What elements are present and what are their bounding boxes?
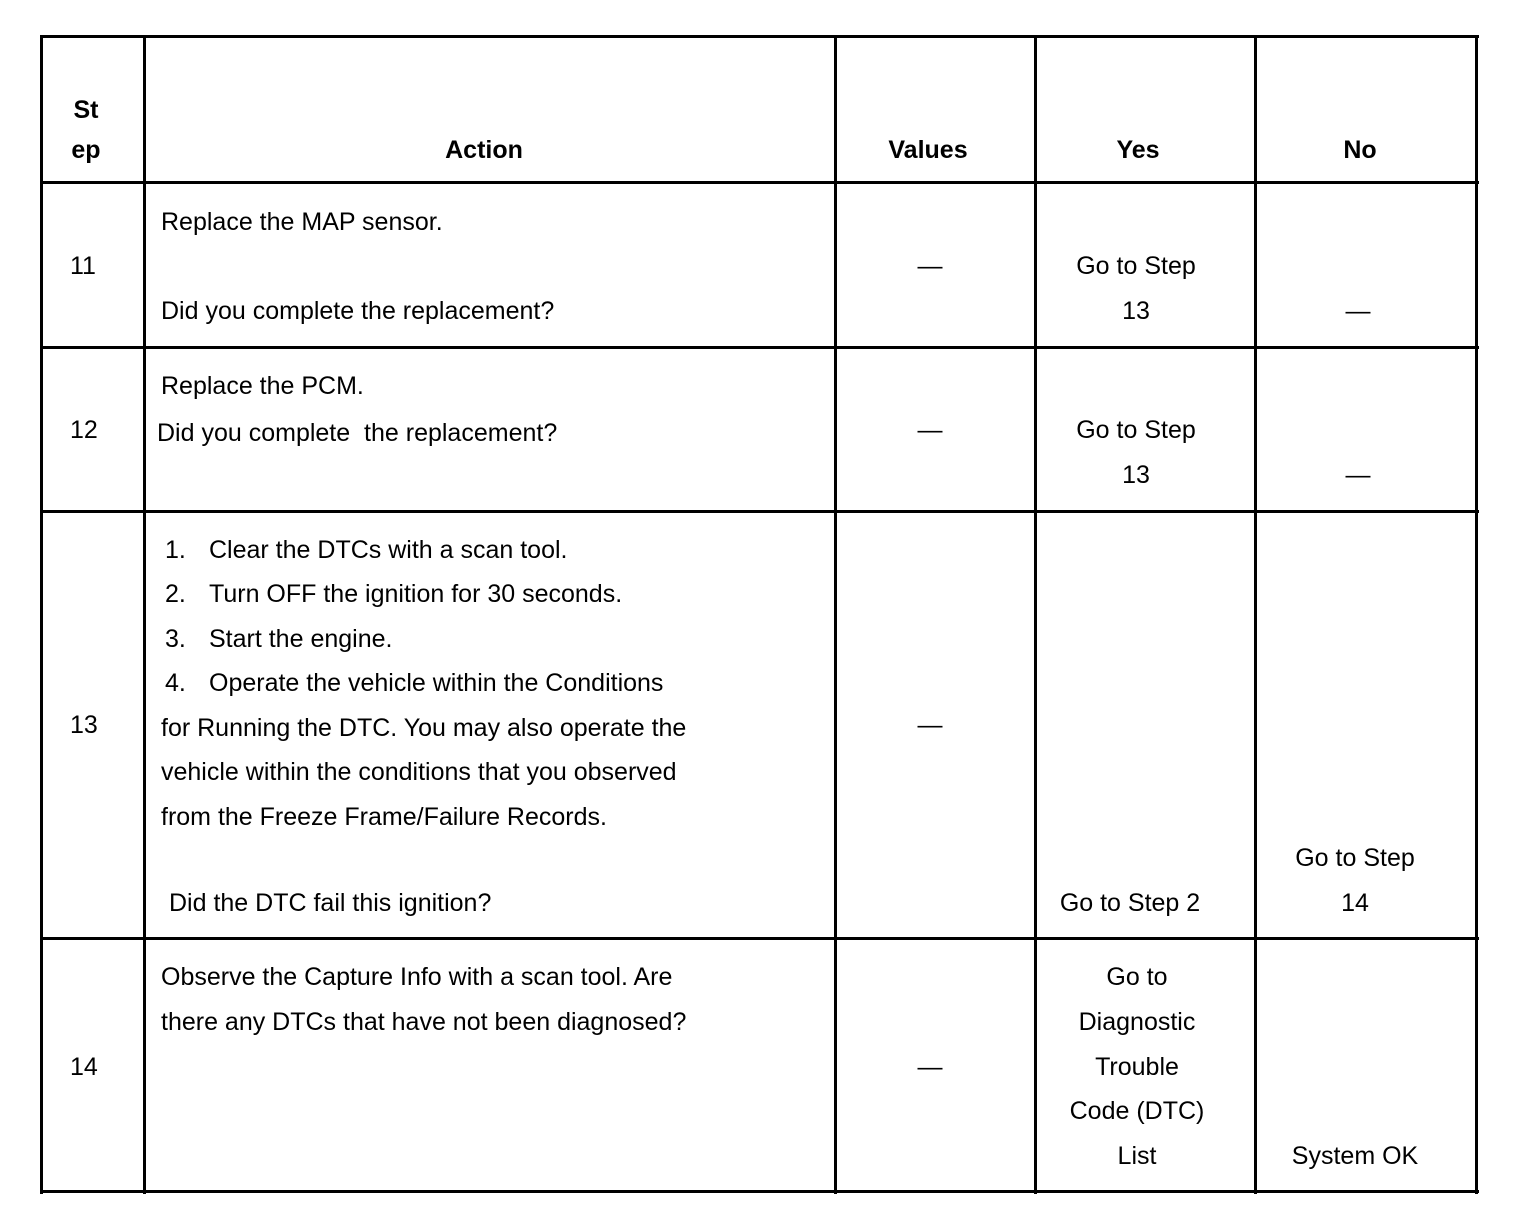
yes-cell-cont: 13 (1122, 297, 1150, 325)
yes-cell-cont: Trouble (1095, 1053, 1179, 1081)
yes-cell: Go to Step 2 (1059, 889, 1201, 917)
header-divider (40, 181, 1479, 184)
column-divider (1034, 35, 1037, 1194)
list-item: Turn OFF the ignition for 30 seconds. (209, 580, 623, 608)
table-border-top (40, 35, 1479, 38)
value-cell: — (917, 711, 943, 739)
action-question: Did you complete the replacement? (157, 419, 558, 447)
no-cell: — (1345, 461, 1371, 489)
row-divider (40, 937, 1479, 940)
list-item-continuation: from the Freeze Frame/Failure Records. (161, 803, 607, 831)
list-item: Start the engine. (209, 625, 393, 653)
list-item-number: 1. (165, 536, 186, 564)
yes-cell-cont: Diagnostic (1078, 1008, 1196, 1036)
table-border-left (40, 35, 43, 1194)
header-values: Values (888, 136, 968, 164)
yes-cell-cont: List (1117, 1142, 1157, 1170)
step-number: 14 (70, 1053, 98, 1081)
row-divider (40, 346, 1479, 349)
action-question: Did you complete the replacement? (161, 297, 555, 325)
list-item-number: 4. (165, 669, 186, 697)
step-number: 11 (70, 252, 96, 280)
header-step-cont: ep (71, 136, 101, 164)
list-item-number: 2. (165, 580, 186, 608)
column-divider (143, 35, 146, 1194)
header-yes: Yes (1116, 136, 1160, 164)
header-step: St (73, 96, 99, 124)
row-divider (40, 510, 1479, 513)
yes-cell-cont: Code (DTC) (1069, 1097, 1205, 1125)
value-cell: — (917, 252, 943, 280)
list-item: Clear the DTCs with a scan tool. (209, 536, 568, 564)
yes-cell: Go to Step (1076, 252, 1196, 280)
action-text: Observe the Capture Info with a scan tool. Are (161, 963, 673, 991)
step-number: 13 (70, 711, 98, 739)
table-border-right (1475, 35, 1478, 1194)
yes-cell-cont: 13 (1122, 461, 1150, 489)
action-text: Replace the MAP sensor. (161, 208, 443, 236)
no-cell: System OK (1291, 1142, 1419, 1170)
value-cell: — (917, 416, 943, 444)
value-cell: — (917, 1053, 943, 1081)
list-item-continuation: vehicle within the conditions that you observed (161, 758, 677, 786)
no-cell: — (1345, 297, 1371, 325)
column-divider (834, 35, 837, 1194)
no-cell: Go to Step (1295, 844, 1415, 872)
table-border-bottom (40, 1190, 1479, 1193)
column-divider (1254, 35, 1257, 1194)
header-no: No (1343, 136, 1377, 164)
action-text-cont: there any DTCs that have not been diagnosed? (161, 1008, 687, 1036)
action-question: Did the DTC fail this ignition? (169, 889, 492, 917)
yes-cell: Go to Step (1076, 416, 1196, 444)
step-number: 12 (70, 416, 98, 444)
action-text: Replace the PCM. (161, 372, 364, 400)
list-item-number: 3. (165, 625, 186, 653)
list-item-continuation: for Running the DTC. You may also operate the (161, 714, 687, 742)
header-action: Action (445, 136, 523, 164)
list-item: Operate the vehicle within the Conditions (209, 669, 664, 697)
no-cell-cont: 14 (1341, 889, 1369, 917)
yes-cell: Go to (1106, 963, 1168, 991)
